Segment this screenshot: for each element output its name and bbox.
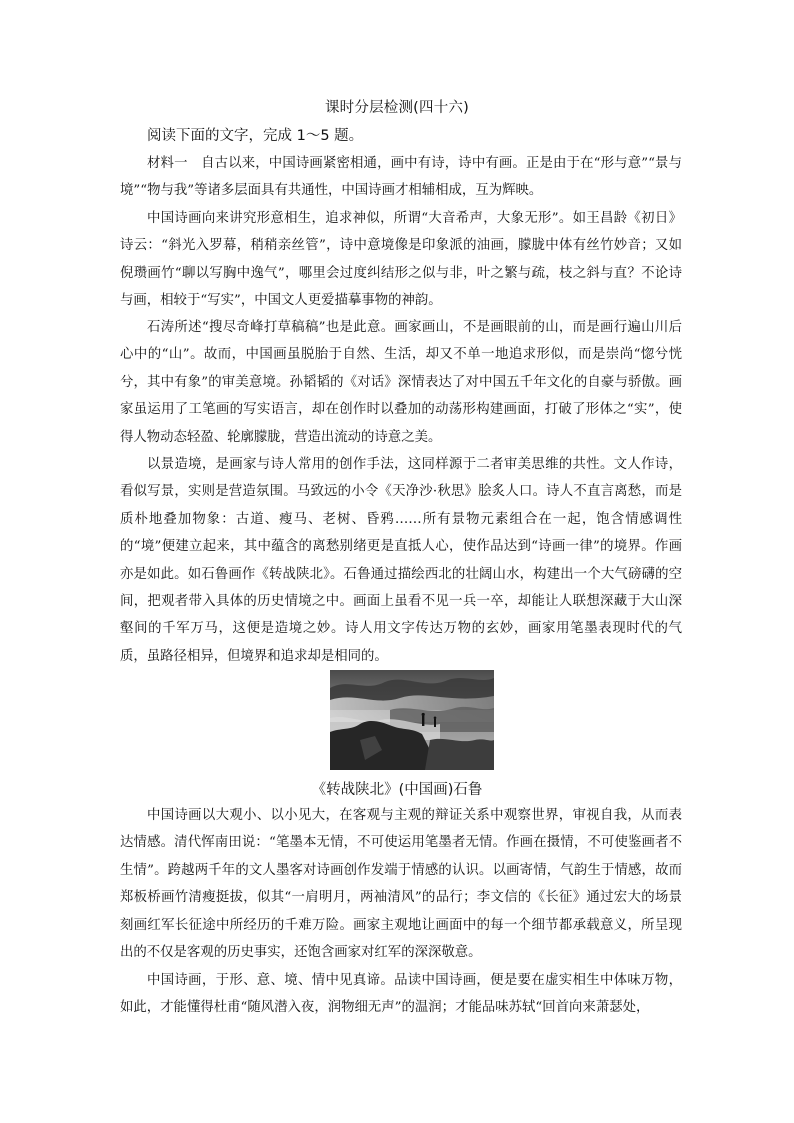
figure-caption: 《转战陕北》(中国画)石鲁 bbox=[311, 782, 483, 798]
paragraph-material-one: 材料一 自古以来，中国诗画紧密相通，画中有诗，诗中有画。正是由于在“形与意”“景与境”“物与我”等诸多层面具有共通性，中国诗画才相辅相成，互为辉映。 bbox=[120, 156, 682, 199]
paragraph-truth: 中国诗画，于形、意、境、情中见真谛。品读中国诗画，便是要在虚实相生中体味万物，如此，才能懂得杜甫“随风潜入夜，润物细无声”的温润；才能品味苏轼“回首向来萧瑟处， bbox=[120, 973, 682, 1016]
reading-instruction: 阅读下面的文字，完成 1～5 题。 bbox=[147, 128, 364, 144]
paragraph-scene-and-realm: 以景造境，是画家与诗人常用的创作手法，这同样源于二者审美思维的共性。文人作诗，看似写景，实则是营造氛围。马致远的小令《天净沙·秋思》脍炙人口。诗人不直言离愁，而是质朴地叠加物象：古道、瘦马、老树、昏鸦……所有景物元素组合在一起，饱含情感调性的“境”便建立起来，其中蕴含的离愁别绪更是直抵人心，使作品达到“诗画一律”的境界。作画亦是如此。如石鲁画作《转战陕北》。石鲁通过描绘西北的壮阔山水，构建出一个大气磅礴的空间，把观者带入具体的历史情境之中。画面上虽看不见一兵一卒，却能让人联想深藏于大山深壑间的千军万马，这便是造境之妙。诗人用文字传达万物的玄妙，画家用笔墨表现时代的气质，虽路径相异，但境界和追求却是相同的。 bbox=[120, 457, 682, 664]
paragraph-form-and-meaning: 中国诗画向来讲究形意相生，追求神似，所谓“大音希声，大象无形”。如王昌龄《初日》诗云：“斜光入罗幕，稍稍亲丝管”，诗中意境像是印象派的油画，朦胧中体有丝竹妙音；又如倪瓒画竹“聊以写胸中逸气”，哪里会过度纠结形之似与非，叶之繁与疏，枝之斜与直？不论诗与画，相较于“写实”，中国文人更爱描摹事物的神韵。 bbox=[120, 211, 682, 309]
paragraph-emotion: 中国诗画以大观小、以小见大，在客观与主观的辩证关系中观察世界，审视自我，从而表达情感。清代恽南田说：“笔墨本无情，不可使运用笔墨者无情。作画在摄情，不可使鉴画者不生情”。跨越两千年的文人墨客对诗画创作发端于情感的认识。以画寄情，气韵生于情感，故而郑板桥画竹清瘦挺拔，似其“一肩明月，两袖清风”的品行；李文信的《长征》通过宏大的场景刻画红军长征途中所经历的千难万险。画家主观地让画面中的每一个细节都承载意义，所呈现出的不仅是客观的历史事实，还饱含画家对红军的深深敬意。 bbox=[120, 808, 682, 961]
paragraph-shitao: 石涛所述“搜尽奇峰打草稿稿”也是此意。画家画山，不是画眼前的山，而是画行遍山川后心中的“山”。故而，中国画虽脱胎于自然、生活，却又不单一地追求形似，而是崇尚“惚兮恍兮，其中有象”的审美意境。孙韬韬的《对话》深情表达了对中国五千年文化的自豪与骄傲。画家虽运用了工笔画的写实语言，却在创作时以叠加的动荡形构建画面，打破了形体之“实”，使得人物动态轻盈、轮廓朦胧，营造出流动的诗意之美。 bbox=[120, 320, 682, 445]
page-title: 课时分层检测(四十六) bbox=[324, 100, 469, 116]
landscape-painting-image bbox=[330, 670, 494, 770]
